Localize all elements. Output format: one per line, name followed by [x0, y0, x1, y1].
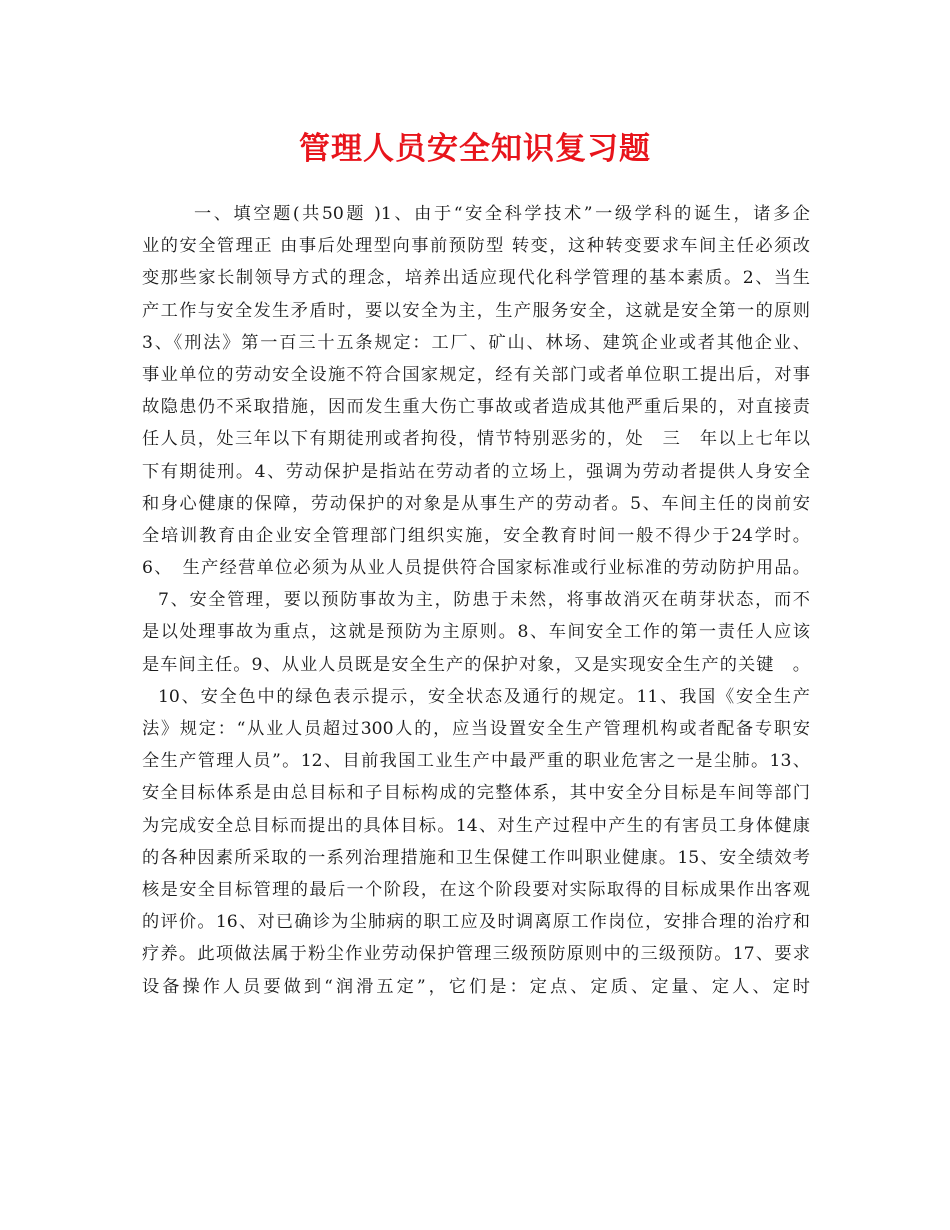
body-line: 业的安全管理正 由事后处理型向事前预防型 转变，这种转变要求车间主任必须改 [142, 236, 810, 257]
body-line: 核是安全目标管理的最后一个阶段，在这个阶段要对实际取得的目标成果作出客观 [142, 879, 810, 900]
body-line: 产工作与安全发生矛盾时，要以安全为主，生产服务安全，这就是安全第一的原则 [142, 300, 810, 321]
body-line: 7、安全管理，要以预防事故为主，防患于未然，将事故消灭在萌芽状态，而不 [158, 590, 810, 611]
body-line: 全生产管理人员”。12、目前我国工业生产中最严重的职业危害之一是尘肺。13、 [142, 751, 810, 772]
body-line: 为完成安全总目标而提出的具体目标。14、对生产过程中产生的有害员工身体健康 [142, 815, 810, 836]
body-line: 10、安全色中的绿色表示提示，安全状态及通行的规定。11、我国《安全生产 [158, 686, 810, 707]
body-line: 疗养。此项做法属于粉尘作业劳动保护管理三级预防原则中的三级预防。17、要求 [142, 944, 810, 965]
body-line: 任人员，处三年以下有期徒刑或者拘役，情节特别恶劣的，处 三 年以上七年以 [142, 429, 810, 450]
body-line: 和身心健康的保障，劳动保护的对象是从事生产的劳动者。5、车间主任的岗前安 [142, 493, 810, 514]
body-line: 法》规定：“从业人员超过300人的，应当设置安全生产管理机构或者配备专职安 [142, 719, 810, 739]
body-line: 是以处理事故为重点，这就是预防为主原则。8、车间安全工作的第一责任人应该 [142, 622, 810, 643]
document-title: 管理人员安全知识复习题 [299, 131, 651, 167]
body-line: 设备操作人员要做到“润滑五定”，它们是：定点、定质、定量、定人、定时 [142, 976, 810, 997]
body-line: 6、 生产经营单位必须为从业人员提供符合国家标准或行业标准的劳动防护用品。 [142, 558, 810, 579]
body-line: 的各种因素所采取的一系列治理措施和卫生保健工作叫职业健康。15、安全绩效考 [142, 847, 810, 868]
body-line: 故隐患仍不采取措施，因而发生重大伤亡事故或者造成其他严重后果的，对直接责 [142, 397, 810, 418]
body-line: 的评价。16、对已确诊为尘肺病的职工应及时调离原工作岗位，安排合理的治疗和 [142, 912, 810, 933]
body-line: 安全目标体系是由总目标和子目标构成的完整体系，其中安全分目标是车间等部门 [142, 783, 810, 804]
body-line: 3、《刑法》第一百三十五条规定：工厂、矿山、林场、建筑企业或者其他企业、 [142, 332, 810, 353]
body-line: 是车间主任。9、从业人员既是安全生产的保护对象，又是实现安全生产的关键 。 [142, 654, 810, 675]
body-line: 一、填空题(共50题 )1、由于“安全科学技术”一级学科的诞生，诸多企 [194, 204, 810, 224]
document-body [142, 198, 810, 1003]
body-line: 全培训教育由企业安全管理部门组织实施，安全教育时间一般不得少于24学时。 [142, 525, 810, 546]
body-line: 事业单位的劳动安全设施不符合国家规定，经有关部门或者单位职工提出后，对事 [142, 364, 810, 385]
body-line: 下有期徒刑。4、劳动保护是指站在劳动者的立场上，强调为劳动者提供人身安全 [142, 461, 810, 482]
body-line: 变那些家长制领导方式的理念，培养出适应现代化科学管理的基本素质。2、当生 [142, 268, 810, 289]
